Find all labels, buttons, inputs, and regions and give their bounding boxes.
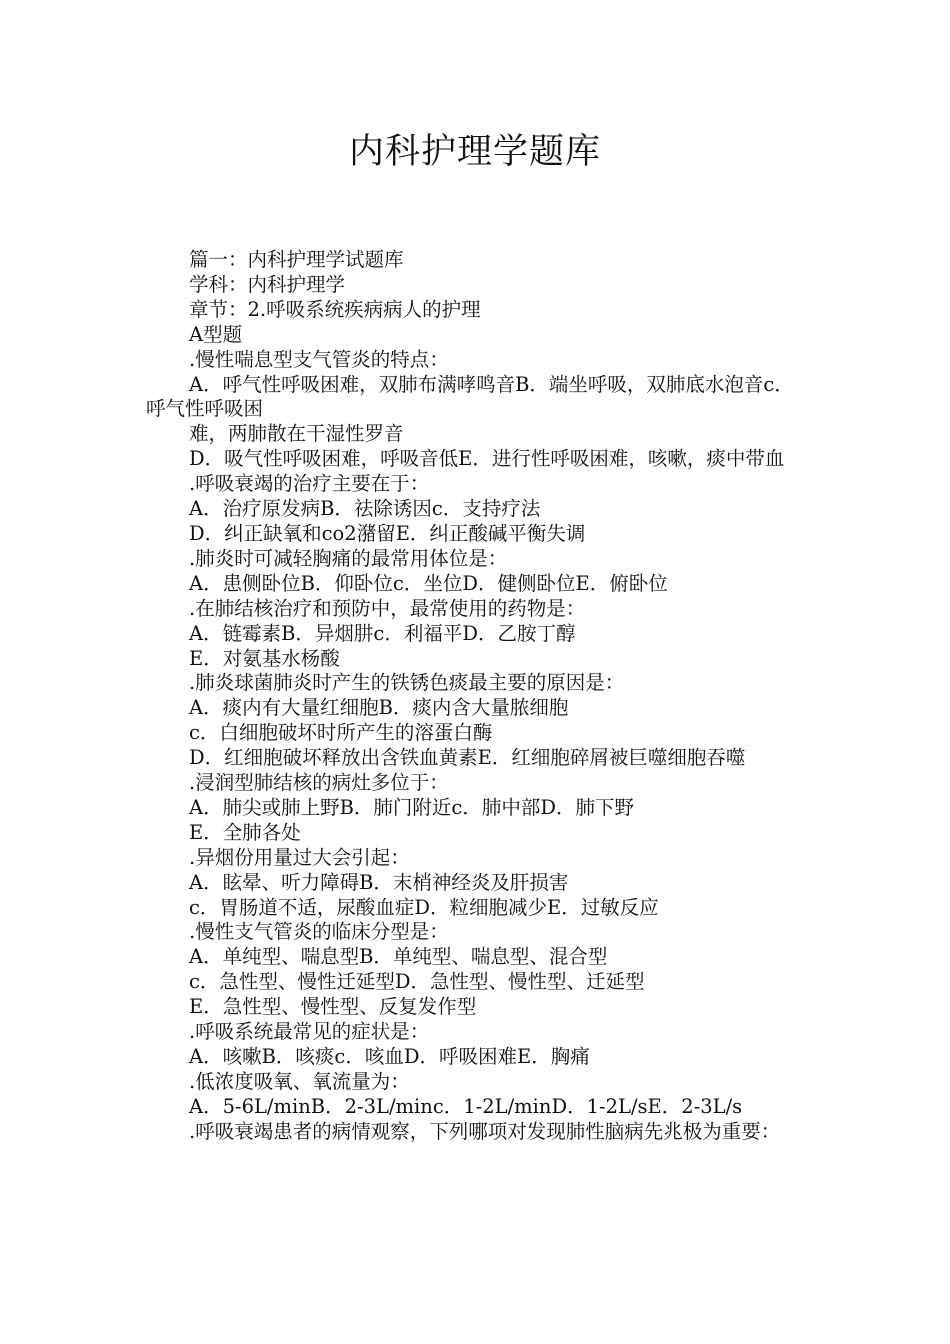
options: E．对氨基水杨酸	[189, 646, 340, 670]
options: E．急性型、慢性型、反复发作型	[189, 995, 477, 1019]
paragraph: 篇一：内科护理学试题库	[189, 248, 404, 271]
question: .肺炎时可减轻胸痛的最常用体位是：	[189, 546, 508, 570]
question: .慢性支气管炎的临床分型是：	[189, 920, 449, 944]
options: A．单纯型、喘息型B．单纯型、喘息型、混合型	[189, 945, 608, 969]
question: .呼吸系统最常见的症状是：	[189, 1020, 430, 1044]
question: .慢性喘息型支气管炎的特点：	[189, 347, 449, 371]
question: .肺炎球菌肺炎时产生的铁锈色痰最主要的原因是：	[189, 671, 625, 695]
document-title: 内科护理学题库	[348, 132, 601, 172]
options: A．链霉素B．异烟肼c．利福平D．乙胺丁醇	[189, 621, 576, 645]
question: .在肺结核治疗和预防中，最常使用的药物是：	[189, 596, 586, 620]
options: A．5-6L/minB．2-3L/minc．1-2L/minD．1-2L/sE．2-3L/s	[189, 1094, 743, 1118]
options: D．红细胞破坏释放出含铁血黄素E．红细胞碎屑被巨噬细胞吞噬	[189, 746, 746, 770]
options: A．咳嗽B．咳痰c．咳血D．呼吸困难E．胸痛	[189, 1045, 590, 1068]
paragraph: 学科：内科护理学	[189, 272, 346, 296]
options: D．纠正缺氧和co2潴留E．纠正酸碱平衡失调	[189, 521, 586, 545]
question: .呼吸衰竭的治疗主要在于：	[189, 472, 430, 496]
options: D．吸气性呼吸困难，呼吸音低E．进行性呼吸困难，咳嗽，痰中带血	[189, 447, 785, 471]
question: .低浓度吸氧、氧流量为：	[189, 1069, 410, 1093]
options: A．痰内有大量红细胞B．痰内含大量脓细胞	[189, 696, 569, 720]
question: .异烟份用量过大会引起：	[189, 845, 410, 869]
options: A．治疗原发病B．祛除诱因c．支持疗法	[189, 497, 541, 521]
options: c．胃肠道不适，尿酸血症D．粒细胞减少E．过敏反应	[189, 895, 659, 919]
options: c．白细胞破坏时所产生的溶蛋白酶	[189, 721, 493, 745]
options: A．眩晕、听力障碍B．末梢神经炎及肝损害	[189, 870, 569, 894]
options: c．急性型、慢性迁延型D．急性型、慢性型、迁延型	[189, 970, 645, 994]
question: .呼吸衰竭患者的病情观察，下列哪项对发现肺性脑病先兆极为重要：	[189, 1119, 781, 1143]
options: E．全肺各处	[189, 820, 301, 844]
paragraph: 章节：2.呼吸系统疾病病人的护理	[189, 297, 481, 321]
options: A．呼气性呼吸困难，双肺布满哮鸣音B．端坐呼吸，双肺底水泡音c．呼气性呼吸困	[146, 372, 794, 421]
options: A．肺尖或肺上野B．肺门附近c．肺中部D．肺下野	[189, 795, 634, 819]
question: .浸润型肺结核的病灶多位于：	[189, 771, 449, 795]
document-body	[146, 248, 810, 1145]
options: 难，两肺散在干湿性罗音	[189, 422, 404, 446]
options: A．患侧卧位B．仰卧位c．坐位D．健侧卧位E．俯卧位	[189, 571, 668, 595]
paragraph: A型题	[189, 322, 243, 346]
